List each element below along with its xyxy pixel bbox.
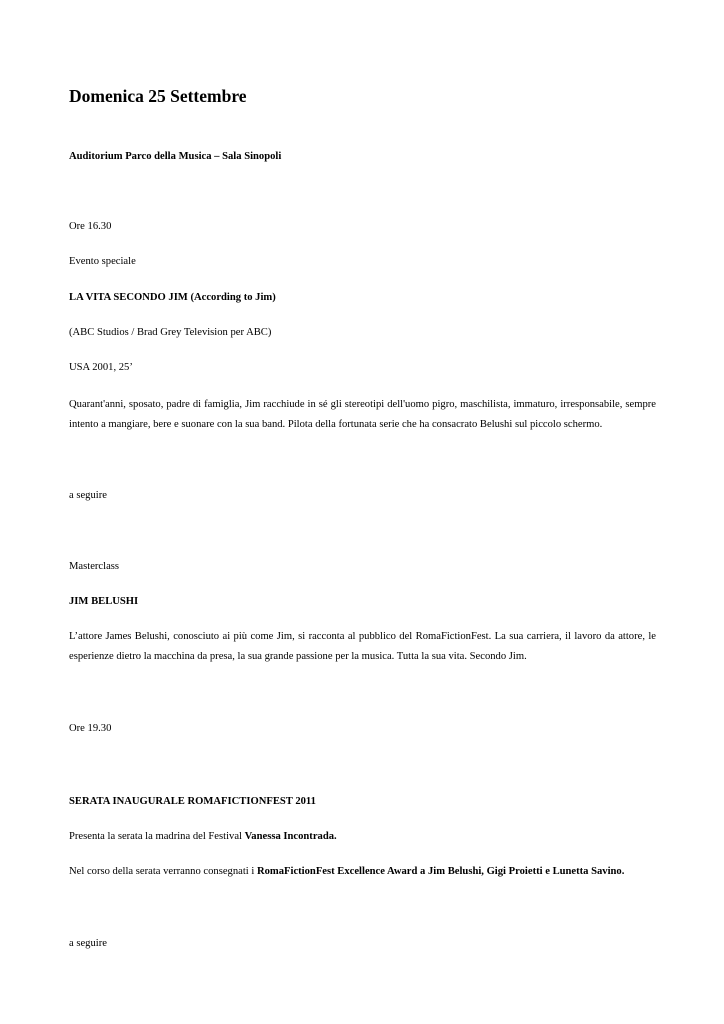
venue-line: Auditorium Parco della Musica – Sala Sinopoli [69,151,282,162]
follow-line-1: a seguire [69,490,107,501]
gala-title: SERATA INAUGURALE ROMAFICTIONFEST 2011 [69,796,316,807]
page-title: Domenica 25 Settembre [69,86,247,106]
synopsis-paragraph: Quarant'anni, sposato, padre di famiglia, Jim racchiude in sé gli stereotipi dell'uomo pigro, maschilista, immaturo, irresponsabile, sempre intento a mangiare, bere e suonare con la sua band. Pilota della fortunata serie che ha consacrato Belushi sul piccolo schermo. [69,399,656,430]
awards-text: Nel corso della serata verranno consegnati i [69,866,257,877]
country-year-line: USA 2001, 25’ [69,362,133,373]
masterclass-paragraph: L’attore James Belushi, conosciuto ai più come Jim, si racconta al pubblico del RomaFictionFest. La sua carriera, il lavoro da attore, le esperienze dietro la macchina da presa, la sua grande passione per la musica. Tutta la sua vita. Secondo Jim. [69,631,656,662]
event-type-line: Evento speciale [69,256,136,267]
awards-line [69,862,656,882]
host-line [69,827,656,847]
masterclass-label: Masterclass [69,561,120,572]
follow-line-2: a seguire [69,938,107,949]
production-line: (ABC Studios / Brad Grey Television per ABC) [69,327,272,338]
masterclass-name: JIM BELUSHI [69,596,139,607]
time-line-2: Ore 19.30 [69,723,112,734]
awards-names: RomaFictionFest Excellence Award a Jim Belushi, Gigi Proietti e Lunetta Savino. [256,866,625,877]
host-text: Presenta la serata la madrina del Festival [69,831,245,842]
time-line-1: Ore 16.30 [69,221,112,232]
show-title: LA VITA SECONDO JIM (According to Jim) [69,292,276,303]
host-name: Vanessa Incontrada. [244,831,337,842]
